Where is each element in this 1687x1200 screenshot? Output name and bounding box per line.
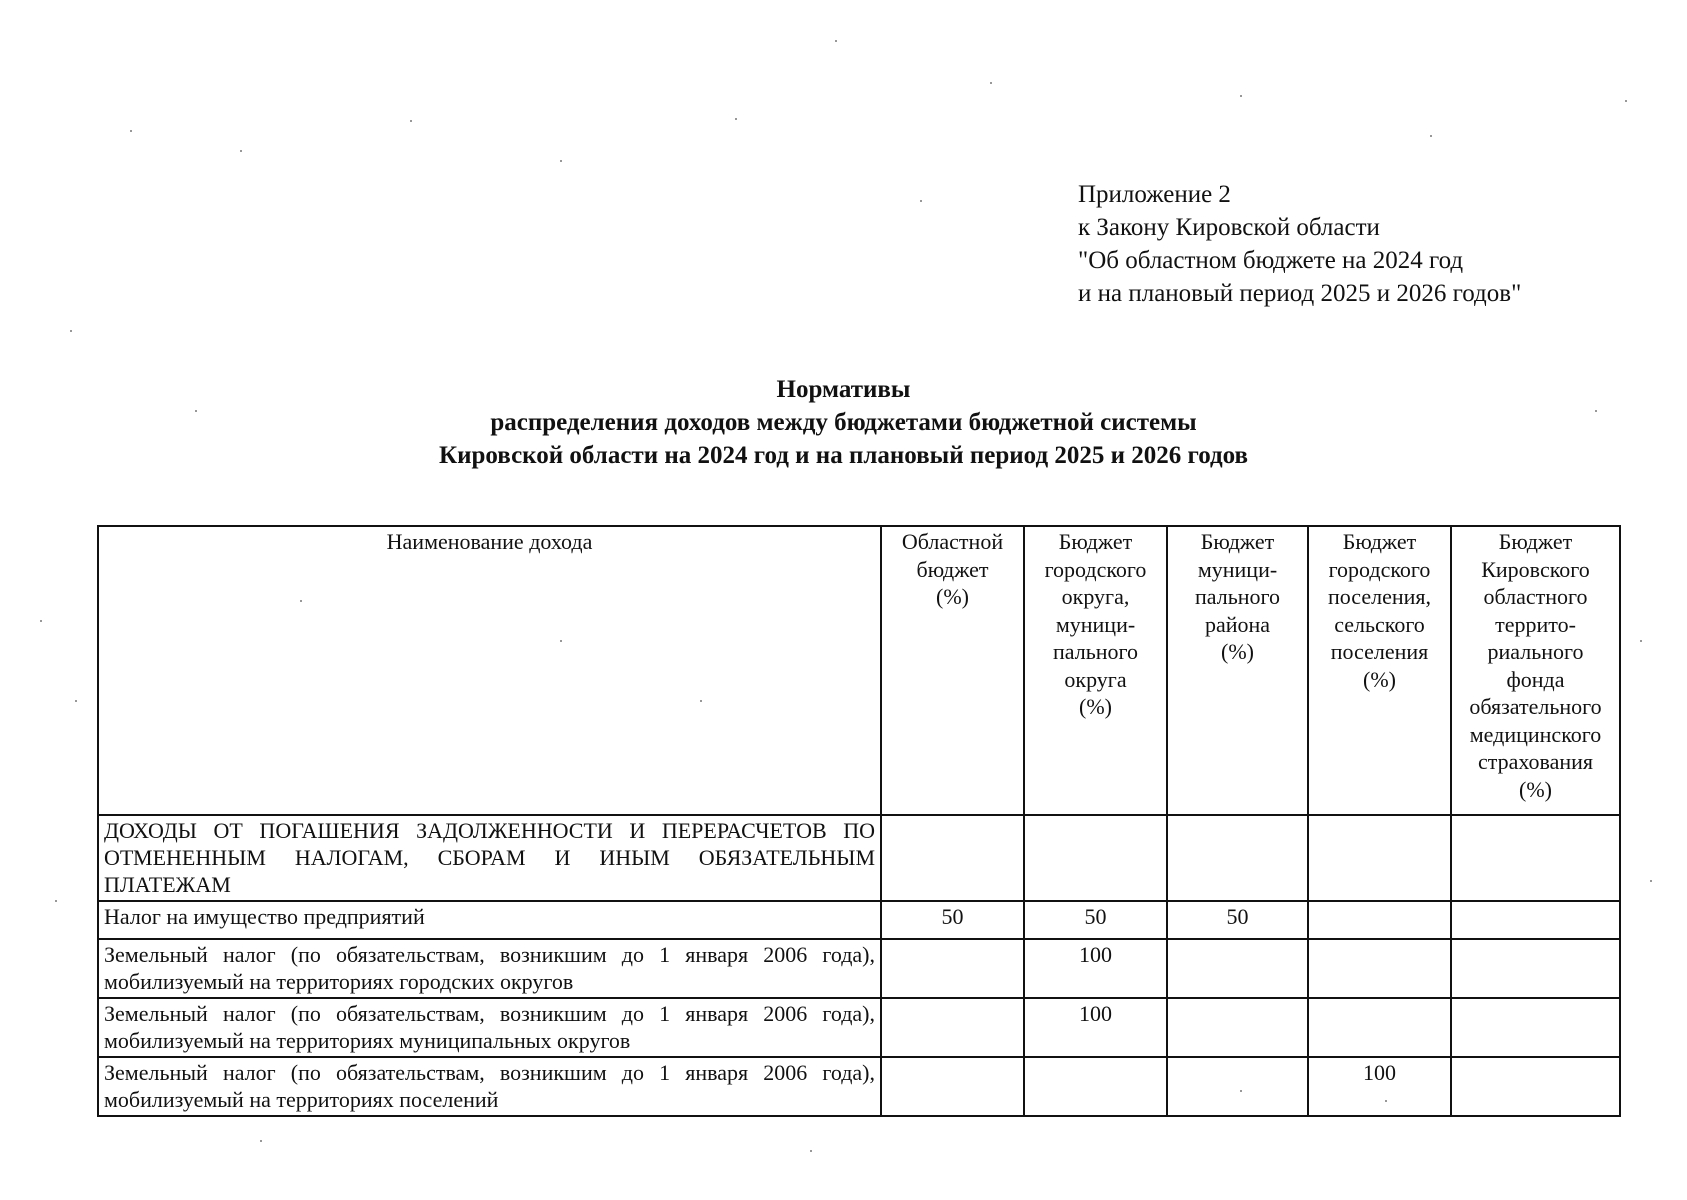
- header-line: сельского: [1334, 611, 1425, 637]
- norms-table: [97, 525, 1621, 1117]
- appendix-line: к Закону Кировской области: [1078, 214, 1380, 241]
- scan-speck: [700, 700, 702, 702]
- header-line: (%): [1221, 639, 1254, 664]
- header-line: Бюджет: [1058, 529, 1133, 554]
- value-cell: 50: [1024, 901, 1167, 939]
- header-regional-budget: [881, 526, 1024, 815]
- value-cell: [1308, 815, 1451, 901]
- header-line: медицинского: [1469, 721, 1602, 747]
- income-name-cell: Земельный налог (по обязательствам, возникшим до 1 января 2006 года), мобилизуемый на территориях городских округов: [98, 939, 881, 998]
- value-cell: [881, 939, 1024, 998]
- header-municipal-district-budget: [1167, 526, 1308, 815]
- header-line: областного: [1483, 584, 1588, 609]
- table-header-row: [98, 526, 1620, 815]
- scan-speck: [260, 1140, 262, 1142]
- value-cell: 100: [1024, 939, 1167, 998]
- header-line: поселения,: [1327, 584, 1432, 609]
- value-cell: [1308, 939, 1451, 998]
- scan-speck: [70, 330, 72, 332]
- value-cell: [881, 815, 1024, 901]
- header-line: муници-: [1055, 611, 1136, 637]
- scan-speck: [75, 700, 77, 702]
- header-income-name: [98, 526, 881, 815]
- income-name-cell: Земельный налог (по обязательствам, возникшим до 1 января 2006 года), мобилизуемый на территориях муниципальных округов: [98, 998, 881, 1057]
- value-cell: [1167, 998, 1308, 1057]
- scan-speck: [1385, 1100, 1387, 1102]
- value-cell: [1024, 815, 1167, 901]
- value-cell: [1451, 1057, 1620, 1116]
- header-line: страхования: [1477, 749, 1594, 774]
- value-cell: [881, 1057, 1024, 1116]
- scan-speck: [195, 410, 197, 412]
- header-line: округа: [1064, 666, 1127, 692]
- header-line: Бюджет: [1200, 529, 1275, 554]
- header-line: поселения: [1330, 639, 1429, 664]
- appendix-block: [1078, 178, 1521, 310]
- header-line: фонда: [1506, 666, 1565, 692]
- value-cell: 100: [1024, 998, 1167, 1057]
- header-line: Бюджет: [1342, 529, 1417, 554]
- income-name-cell: ДОХОДЫ ОТ ПОГАШЕНИЯ ЗАДОЛЖЕННОСТИ И ПЕРЕРАСЧЕТОВ ПО ОТМЕНЕННЫМ НАЛОГАМ, СБОРАМ И ИНЫМ ОБЯЗАТЕЛЬНЫМ ПЛАТЕЖАМ: [98, 815, 881, 901]
- scan-speck: [920, 200, 922, 202]
- appendix-line: и на плановый период 2025 и 2026 годов": [1078, 280, 1522, 307]
- scan-speck: [1240, 95, 1242, 97]
- header-line: пального: [1195, 584, 1280, 609]
- document-title: [0, 373, 1687, 472]
- scan-speck: [990, 82, 992, 84]
- scan-speck: [410, 120, 412, 122]
- table-row: [98, 998, 1620, 1057]
- header-line: муници-: [1197, 556, 1278, 582]
- appendix-line: "Об областном бюджете на 2024 год: [1078, 247, 1464, 274]
- header-line: обязательного: [1469, 694, 1602, 719]
- value-cell: [1451, 939, 1620, 998]
- scan-speck: [130, 130, 132, 132]
- scan-speck: [560, 640, 562, 642]
- value-cell: [1024, 1057, 1167, 1116]
- scan-speck: [810, 1150, 812, 1152]
- value-cell: [1308, 901, 1451, 939]
- table-row: [98, 815, 1620, 901]
- scan-speck: [1650, 880, 1652, 882]
- header-line: Бюджет: [1498, 529, 1573, 554]
- table-row: [98, 901, 1620, 939]
- scan-speck: [1640, 640, 1642, 642]
- header-line: риального: [1487, 639, 1584, 664]
- header-line: (%): [1519, 776, 1552, 802]
- value-cell: [1451, 901, 1620, 939]
- value-cell: [1451, 998, 1620, 1057]
- header-city-district-budget: [1024, 526, 1167, 815]
- value-cell: 100: [1308, 1057, 1451, 1116]
- value-cell: [1167, 815, 1308, 901]
- value-cell: [1451, 815, 1620, 901]
- scan-speck: [735, 118, 737, 120]
- header-line: Кировского: [1481, 556, 1590, 582]
- scan-speck: [1595, 410, 1597, 412]
- scan-speck: [240, 150, 242, 152]
- header-line: (%): [1363, 666, 1396, 692]
- header-line: района: [1204, 611, 1271, 637]
- appendix-line: Приложение 2: [1078, 181, 1231, 208]
- table-row: [98, 939, 1620, 998]
- header-line: (%): [936, 584, 969, 609]
- header-line: округа,: [1061, 584, 1130, 609]
- value-cell: [881, 998, 1024, 1057]
- title-line: распределения доходов между бюджетами бюджетной системы: [490, 409, 1197, 436]
- income-name-cell: Земельный налог (по обязательствам, возникшим до 1 января 2006 года), мобилизуемый на территориях поселений: [98, 1057, 881, 1116]
- value-cell: [1308, 998, 1451, 1057]
- table-row: [98, 1057, 1620, 1116]
- value-cell: [1167, 1057, 1308, 1116]
- scan-speck: [835, 40, 837, 42]
- scan-speck: [1430, 135, 1432, 137]
- value-cell: [1167, 939, 1308, 998]
- header-medical-insurance-fund: [1451, 526, 1620, 815]
- title-line: Кировской области на 2024 год и на плановый период 2025 и 2026 годов: [438, 442, 1249, 469]
- title-line: Нормативы: [776, 376, 911, 403]
- header-line: пального: [1053, 639, 1138, 664]
- header-line: Областной: [901, 529, 1004, 554]
- header-line: городского: [1328, 556, 1431, 582]
- scan-speck: [1625, 100, 1627, 102]
- header-line: Наименование дохода: [386, 529, 593, 554]
- header-line: (%): [1079, 694, 1112, 719]
- value-cell: 50: [881, 901, 1024, 939]
- header-line: городского: [1044, 556, 1147, 582]
- scan-speck: [560, 160, 562, 162]
- scan-speck: [40, 620, 42, 622]
- header-line: бюджет: [916, 556, 989, 582]
- scan-speck: [55, 900, 57, 902]
- header-settlement-budget: [1308, 526, 1451, 815]
- scan-speck: [1240, 1090, 1242, 1092]
- scan-speck: [300, 600, 302, 602]
- header-line: террито-: [1495, 611, 1576, 637]
- income-name-cell: Налог на имущество предприятий: [98, 901, 881, 939]
- value-cell: 50: [1167, 901, 1308, 939]
